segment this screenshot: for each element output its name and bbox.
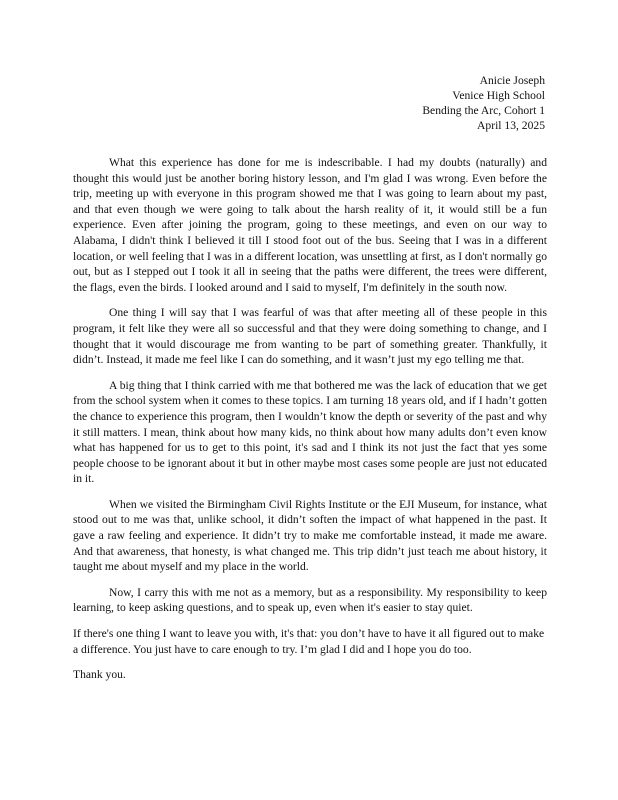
paragraph-3: A big thing that I think carried with me that bothered me was the lack of education that we get from the school system when it comes to these topics. I am turning 18 years old, and if I hadn’t gotten the chance to experience this program, then I wouldn’t know the depth or severity of the past and why it still matters. I mean, think about how many kids, no think about how many adults don’t even know what has happened for us to get to this point, it's sad and I think its not just the fact that yes some people choose to be ignorant about it but in other maybe most cases some people are just not educated in it.	[73, 378, 547, 486]
letter-header	[422, 73, 545, 133]
paragraph-1: What this experience has done for me is indescribable. I had my doubts (naturally) and thought this would just be another boring history lesson, and I'm glad I was wrong. Even before the trip, meeting up with everyone in this program showed me that I was going to learn about my past, and that even though we were going to talk about the harsh reality of it, it would still be a fun experience. Even after joining the program, going to these meetings, and even on our way to Alabama, I didn't think I believed it till I stood foot out of the bus. Seeing that I was in a different location, or well feeling that I was in a different location, was unsettling at first, as I don't normally go out, but as I stepped out I took it all in seeing that the paths were different, the trees were different, the flags, even the birds. I looked around and I said to myself, I'm definitely in the south now.	[73, 156, 547, 294]
paragraph-2: One thing I will say that I was fearful of was that after meeting all of these people in this program, it felt like they were all so successful and that they were doing something to change, and I thought that it would discourage me from wanting to be part of something greater. Thankfully, it didn’t. Instead, it made me feel like I can do something, and it wasn’t just my ego telling me that.	[73, 306, 547, 367]
closing-line: Thank you.	[73, 668, 126, 682]
letter-body	[73, 155, 547, 693]
paragraph-6: If there's one thing I want to leave you with, it's that: you don’t have to have it all figured out to make a difference. You just have to care enough to try. I’m glad I did and I hope you do too.	[73, 627, 545, 656]
letter-date: April 13, 2025	[477, 119, 545, 132]
school-name: Venice High School	[452, 89, 545, 102]
author-name: Anicie Joseph	[479, 74, 545, 87]
paragraph-5: Now, I carry this with me not as a memory, but as a responsibility. My responsibility to keep learning, to keep asking questions, and to speak up, even when it's easier to stay quiet.	[73, 585, 547, 615]
program-name: Bending the Arc, Cohort 1	[422, 104, 545, 117]
paragraph-4: When we visited the Birmingham Civil Rights Institute or the EJI Museum, for instance, what stood out to me was that, unlike school, it didn’t soften the impact of what happened in the past. It gave a raw feeling and experience. It didn’t try to make me comfortable instead, it made me aware. And that awareness, that honesty, is what changed me. This trip didn’t just teach me about history, it taught me about myself and my place in the world.	[73, 497, 547, 574]
